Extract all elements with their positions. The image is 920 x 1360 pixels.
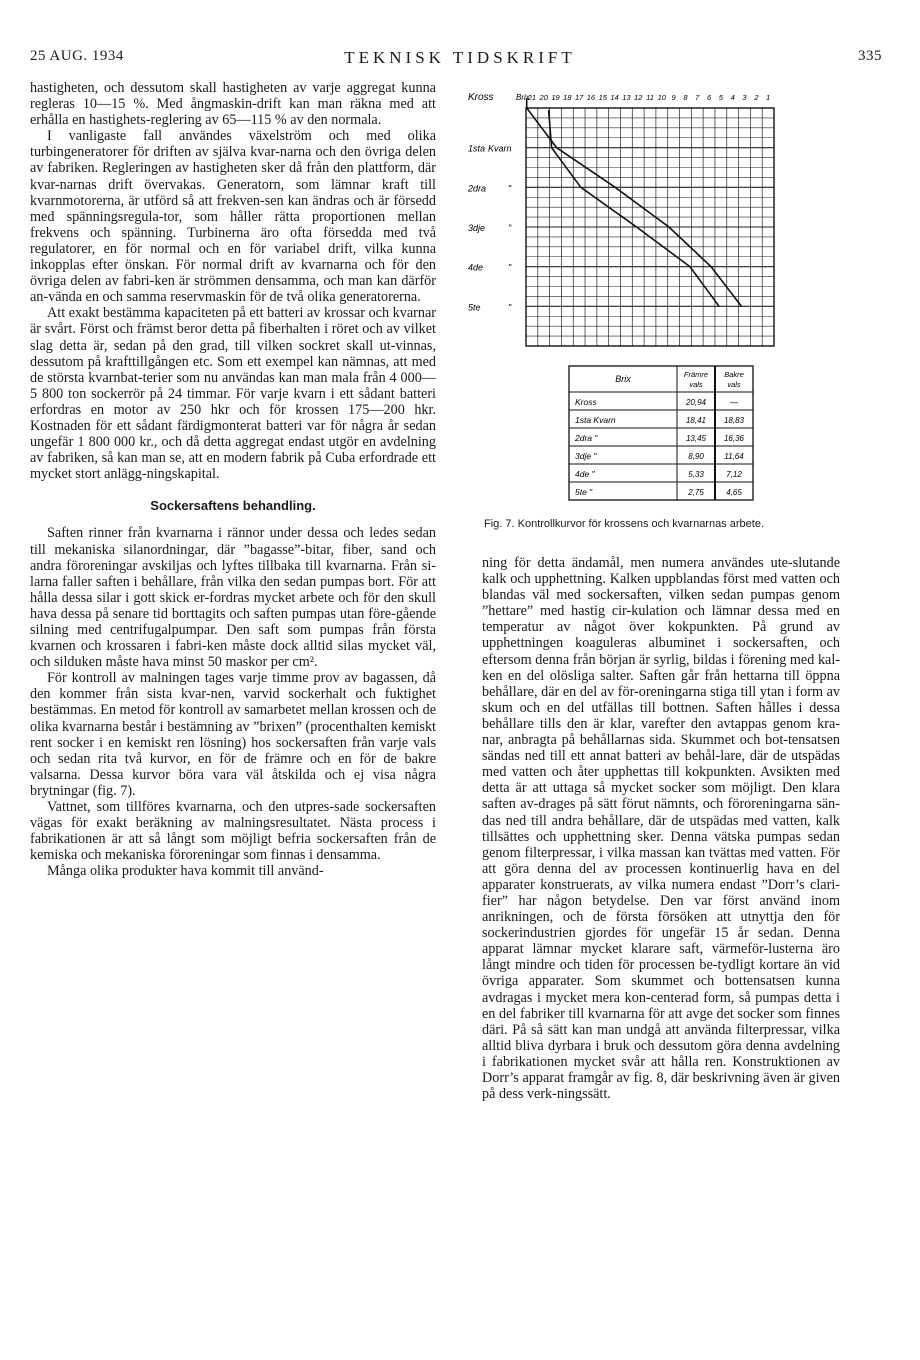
table-header: Bakre — [724, 370, 744, 379]
row-name-label: " — [508, 302, 512, 313]
table-row-label: 1sta Kvarn — [575, 415, 616, 425]
brix-tick-label: 12 — [634, 93, 643, 102]
left-column — [30, 80, 436, 880]
brix-tick-label: 4 — [730, 93, 735, 102]
row-name-label: " — [508, 223, 512, 233]
brix-tick-label: 18 — [563, 93, 572, 102]
brix-tick-label: 7 — [695, 93, 700, 102]
paragraph: Att exakt bestämma kapaciteten på ett batteri av krossar och kvarnar är svårt. Först och främst beror detta på fiberhalten i röret och av vilket slag detta är, sedan på den grad, till vilken sockret skall ut-vinnas, dessutom på krafttillgången etc. Som ett exempel kan nämnas, att med de största kvarnbat-terier som nu användas kan man mala från 4 000—5 800 ton sockerrör på 24 timmar. För varje kvarn i ett sådant batteri erfordras en motor av 250 hkr och för krossen 175—200 hkr. Kostnaden för ett sådant färdigmonterat batteri var för några år sedan ungefär 1 800 000 kr., och då detta aggregat endast utgör en avdelning av fabriken, så kan man se, att en modern fabrik på Cuba erfordrade ett mycket stort anlägg-ningskapital. — [30, 305, 436, 483]
brix-tick-label: 21 — [527, 93, 537, 102]
row-name-label: " — [508, 262, 512, 273]
table-header: Främre — [683, 370, 709, 379]
brix-tick-label: 17 — [574, 93, 584, 102]
table-cell-front: 2,75 — [688, 488, 704, 497]
brix-tick-label: 1 — [766, 93, 771, 102]
figure-caption: Fig. 7. Kontrollkurvor för krossens och kvarnarnas arbete. — [484, 518, 765, 530]
table-cell-back: — — [730, 398, 738, 407]
table-cell-back: 11,64 — [724, 452, 744, 461]
brix-prefix: Brix — [516, 93, 530, 102]
table-cell-front: 20,94 — [685, 398, 707, 407]
section-heading: Sockersaftens behandling. — [150, 498, 316, 514]
table-cell-back: 7,12 — [726, 470, 742, 479]
row-name-label: Kvarn — [488, 143, 512, 154]
brix-tick-label: 19 — [551, 93, 560, 102]
table-cell-front: 5,33 — [688, 470, 704, 479]
brix-tick-label: 14 — [610, 93, 619, 102]
table-row-label: 4de " — [575, 469, 595, 479]
table-header: vals — [727, 380, 741, 389]
brix-tick-label: 15 — [598, 93, 607, 102]
table-cell-back: 16,36 — [723, 434, 745, 443]
brix-tick-label: 5 — [718, 93, 723, 102]
series-line-front — [527, 98, 742, 306]
brix-tick-label: 20 — [539, 93, 548, 102]
table-header: vals — [689, 380, 703, 389]
table-cell-back: 18,83 — [723, 416, 745, 425]
control-curves-chart — [464, 78, 844, 538]
table-row-label: 2dra " — [575, 433, 598, 443]
brix-tick-label: 11 — [646, 93, 654, 102]
paragraph: ning för detta ändamål, men numera användes ute-slutande kalk och upphettning. Kalken uppblandas först med vatten och blandas väl med sockersaften, vilken sedan pumpas genom ”hettare” med hastig cir-kulation och lämnar dessa med en temperatur av något över kokpunkten. På grund av upphettningen koaguleras albuminet i sockersaften, och eftersom denna från början är syrlig, bildas i förening med kal-ken en del olösliga salter. Saften går från hettarna till öppna behållare, där en del av för-oreningarna stiga till ytan i form av skum och en del utfällas till bottnen. Saften hålles i dessa behållare tills den är klar, varefter den avtappas genom kra-nar, anbragta på behållarnas sida. Skummet och bot-tensatsen sändas ned till ett annat batteri av behål-lare, där de utspädas med vatten och åter upphettas till kokpunkten. Avsikten med detta är att uttaga så mycket socker som möjligt. Den klara saften av-drages på sätt förut nämnts, och föroreningarna sän-das ned till andra behållare, där de utspädas med vatten, kalk tillsättes och upphettning sker. Denna vätska pumpas sedan genom filterpressar, i vilka massan kan tvättas med vatten. För att göra denna del av processen kontinuerlig hava en del apparater konstruerats, av vilka numera endast ”Dorr’s clari-fier” har någon betydelse. Den var först använd inom anrikningen, och de första försöken att utnyttja den för sockerindustrien gjordes för ungefär 15 år sedan. Denna apparat lämnar mycket klarare saft, värmeför-lusterna äro långt mindre och tiden för processen be-tydligt kortare än vid övriga apparater. Som skummet och bottensatsen kunna avdragas i mycket mera kon-centerad form, så pumpas detta i en del fabriker till kvarnarna för att avge det socker som finnes däri. På så sätt kan man undgå att använda filterpressar, vilka alltid bliva dyrbara i bruk och dessutom göra denna avdelning i fabrikationen mycket svår att hålla ren. Konstruktionen av Dorr’s apparat framgår av fig. 8, där beskrivning även är given på dess verk-ningssätt. — [482, 555, 840, 1103]
paragraph: I vanligaste fall användes växelström och med olika turbingeneratorer för driften av själva kvar-narna och den övriga delen av fabriken. Regleringen av hastigheten sker då från den plattform, där kvar-narnas drift övervakas. Generatorn, som lämnar kraft till kvarnmotorerna, är utförd så att frekven-sen kan ändras och är försedd med spänningsregula-tor, som håller rätta proportionen mellan frekvens och spänning. Turbinerna äro ofta försedda med två regulatorer, en för normal och en för variabel drift, vilka kunna inkopplas efter önskan. För normal drift av kvarnarna och för den övriga delen av fabri-ken är strömmen densamma, och man kan därför an-vända en och samma reservmaskin för de två olika generatorerna. — [30, 128, 436, 306]
table-cell-front: 8,90 — [688, 452, 704, 461]
row-ordinal-label: 3dje — [468, 223, 486, 233]
table-cell-front: 13,45 — [685, 434, 707, 443]
table-row-label: 3dje " — [575, 451, 597, 461]
header-date: 25 AUG. 1934 — [30, 48, 124, 64]
table-header: Brix — [615, 374, 631, 384]
figure-7 — [464, 78, 844, 538]
row-ordinal-label: 5te — [468, 302, 481, 313]
paragraph: För kontroll av malningen tages varje timme prov av bagassen, då den kommer från sista kvar-nen, varvid sockerhalt och fuktighet bestämmas. En metod för kontroll av samarbetet mellan krossen och de olika kvarnarna består i bestämning av ”brixen” (procenthalten kemiskt rent socker i en kemiskt ren lösning) hos sockersaften från varje vals och sedan rita två kurvor, en för de främre och en för de bakre valsarna. Dessa kurvor böra vara väl åtskilda och ej visa några brytningar (fig. 7). — [30, 670, 436, 799]
paragraph: Saften rinner från kvarnarna i rännor under dessa och ledes sedan till mekaniska silanordningar, där ”bagasse”-bitar, fiber, sand och andra föroreningar avskiljas och lyftes tillbaka till kvarnarna. Från si-larna faller saften i behållare, från vilka den sedan pumpas bort. För att hålla dessa silar i gott skick er-fordras mycket arbete och för den skull hava dessa på senare tid borttagits och saften pumpas utan före-gående silning med centrifugalpumpar. Den saft som pumpas från första kvarnen och krossaren i fabri-ken måste dock alltid silas mycket väl, och silduken måste hava minst 50 maskor per cm². — [30, 525, 436, 671]
journal-title: TEKNISK TIDSKRIFT — [344, 48, 576, 67]
table-row-label: 5te " — [575, 487, 593, 497]
table-cell-back: 4,65 — [726, 488, 742, 497]
paragraph: Många olika produkter hava kommit till använd- — [47, 863, 324, 880]
page-number: 335 — [858, 48, 882, 64]
row-ordinal-label: 2dra — [468, 183, 487, 194]
brix-tick-label: 9 — [671, 93, 676, 102]
brix-tick-label: 3 — [742, 93, 747, 102]
paragraph: Vattnet, som tillföres kvarnarna, och den utpres-sade sockersaften vägas för exakt beräkning av malningsresultatet. Nästa process i fabrikationen är att så långt som möjligt befria sockersaften från de kemiska och mekaniska föroreningar som finnas i densamma. — [30, 799, 436, 864]
row-name-label: " — [508, 183, 512, 194]
brix-tick-label: 2 — [754, 93, 759, 102]
row-ordinal-label: 4de — [468, 262, 484, 273]
right-column — [482, 555, 840, 1102]
brix-tick-label: 8 — [683, 93, 688, 102]
table-row-label: Kross — [575, 397, 597, 407]
paragraph: hastigheten, och dessutom skall hastigheten av varje aggregat kunna regleras 10—15 %. Med ångmaskin-drift kan man räkna med att erhålla en hastighets-reglering av 65—115 % av den normala. — [30, 80, 436, 129]
brix-tick-label: 6 — [706, 93, 712, 102]
brix-tick-label: 10 — [657, 93, 666, 102]
brix-tick-label: 16 — [586, 93, 596, 102]
table-cell-front: 18,41 — [685, 416, 707, 425]
corner-label: Kross — [468, 92, 494, 103]
row-ordinal-label: 1sta — [468, 143, 486, 154]
brix-tick-label: 13 — [622, 93, 631, 102]
